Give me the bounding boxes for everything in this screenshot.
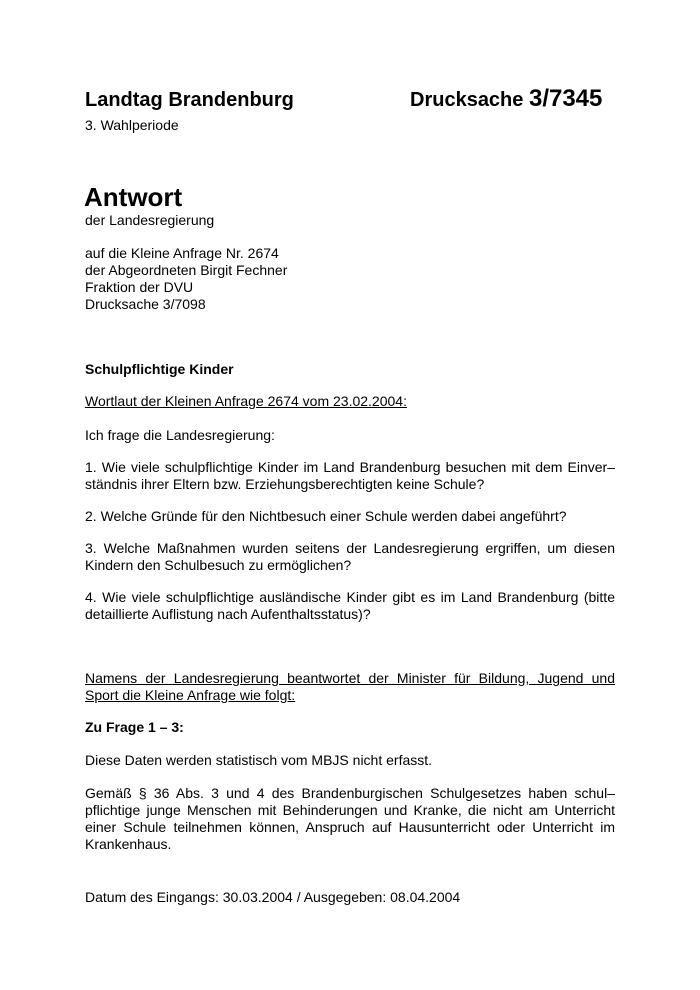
inquiry-line: der Abgeordneten Birgit Fechner [85, 262, 288, 278]
intro-text: Ich frage die Landesregierung: [85, 427, 275, 443]
question-line: detaillierte Auflistung nach Aufenthaltsstatus)? [85, 606, 371, 622]
inquiry-line: Drucksache 3/7098 [85, 296, 206, 312]
answer-text: Diese Daten werden statistisch vom MBJS nicht erfasst. [85, 752, 433, 768]
document-title: Antwort [84, 182, 183, 212]
inquiry-line: Fraktion der DVU [85, 279, 194, 295]
question-line: 3. Welche Maßnahmen wurden seitens der Landesregierung ergriffen, um diesen [85, 540, 615, 556]
drucksache-header [410, 86, 602, 113]
answer-line: einer Schule teilnehmen können, Anspruch auf Hausunterricht oder Unterricht im [85, 819, 615, 835]
document-subtitle: der Landesregierung [85, 212, 215, 228]
inquiry-line: auf die Kleine Anfrage Nr. 2674 [85, 245, 279, 261]
question-4 [85, 589, 615, 623]
answer-paragraph [85, 785, 615, 853]
inquiry-reference [85, 245, 287, 313]
parliament-name: Landtag Brandenburg [85, 89, 294, 111]
question-line: 2. Welche Gründe für den Nichtbesuch einer Schule werden dabei angeführt? [85, 508, 567, 524]
question-3 [85, 540, 615, 574]
question-line: 1. Wie viele schulpflichtige Kinder im Land Brandenburg besuchen mit dem Einver– [85, 459, 615, 475]
question-1 [85, 459, 615, 493]
question-line: 4. Wie viele schulpflichtige ausländische Kinder gibt es im Land Brandenburg (bitte [85, 589, 615, 605]
question-2 [85, 508, 615, 525]
question-line: ständnis ihrer Eltern bzw. Erziehungsberechtigten keine Schule? [85, 476, 485, 492]
answer-line: Krankenhaus. [85, 836, 172, 852]
drucksache-number: 3/7345 [528, 85, 603, 112]
wahlperiode: 3. Wahlperiode [85, 117, 179, 133]
answer-intro [85, 670, 615, 704]
answer-line: pflichtige junge Menschen mit Behinderungen und Kranke, die nicht am Unterricht [85, 802, 615, 818]
answer-line: Gemäß § 36 Abs. 3 und 4 des Brandenburgischen Schulgesetzes haben schul– [85, 785, 615, 801]
question-line: Kindern den Schulbesuch zu ermöglichen? [85, 557, 352, 573]
wortlaut-heading: Wortlaut der Kleinen Anfrage 2674 vom 23.02.2004: [85, 393, 407, 409]
subject-heading: Schulpflichtige Kinder [85, 361, 234, 377]
drucksache-label: Drucksache [410, 89, 529, 111]
footer-dates: Datum des Eingangs: 30.03.2004 / Ausgegeben: 08.04.2004 [85, 889, 461, 905]
answer-intro-line: Namens der Landesregierung beantwortet der Minister für Bildung, Jugend und [85, 670, 615, 686]
answer-intro-line: Sport die Kleine Anfrage wie folgt: [85, 687, 296, 703]
answer-heading: Zu Frage 1 – 3: [85, 719, 184, 735]
